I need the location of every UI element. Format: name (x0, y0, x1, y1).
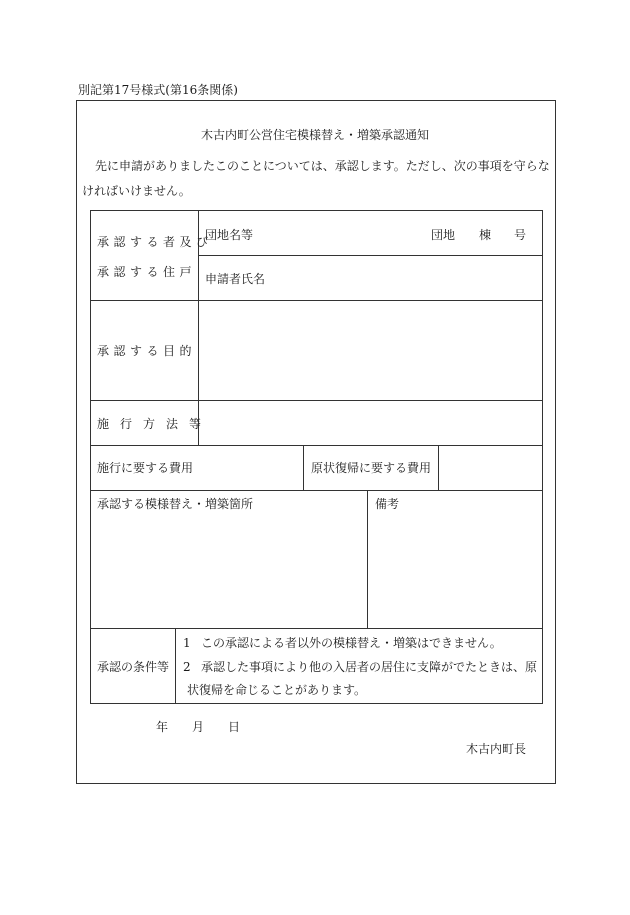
restoration-cost-label: 原状復帰に要する費用 (311, 461, 432, 475)
intro-text-line-1: 先に申請がありましたこのことについては、承認します。ただし、次の事項を守らな (95, 159, 550, 173)
form-number-label: 別記第17号様式(第16条関係) (78, 83, 238, 97)
approver-label-line-2: 承認する住戸 (97, 265, 197, 279)
date-year-label: 年 (156, 720, 169, 734)
construction-cost-label: 施行に要する費用 (97, 461, 194, 475)
applicant-name-label: 申請者氏名 (205, 272, 266, 286)
condition-2-number: 2 (183, 660, 191, 674)
room-number-unit-label: 号 (514, 228, 527, 242)
remarks-label: 備考 (375, 497, 400, 511)
conditions-label: 承認の条件等 (97, 660, 170, 674)
condition-1-text: この承認による者以外の模様替え・増築はできません。 (201, 636, 502, 650)
condition-2-text-line-1: 承認した事項により他の入居者の居住に支障がでたときは、原 (201, 660, 538, 674)
condition-2-text-line-2: 状復帰を命じることがあります。 (187, 683, 367, 697)
purpose-label: 承認する目的 (97, 344, 197, 358)
document-title: 木古内町公営住宅模様替え・増築承認通知 (200, 128, 429, 142)
renovation-location-label: 承認する模様替え・増築箇所 (97, 497, 254, 511)
issuer-name: 木古内町長 (466, 742, 527, 756)
method-label: 施行方法等 (97, 417, 213, 431)
intro-text-line-2: ければいけません。 (82, 184, 191, 198)
date-month-label: 月 (192, 720, 205, 734)
approver-label-line-1: 承認する者及び (97, 235, 213, 249)
danchi-name-label: 団地名等 (205, 228, 254, 242)
building-unit-label: 棟 (479, 228, 492, 242)
condition-1-number: 1 (183, 636, 191, 650)
danchi-unit-label: 団地 (431, 228, 456, 242)
date-day-label: 日 (228, 720, 241, 734)
